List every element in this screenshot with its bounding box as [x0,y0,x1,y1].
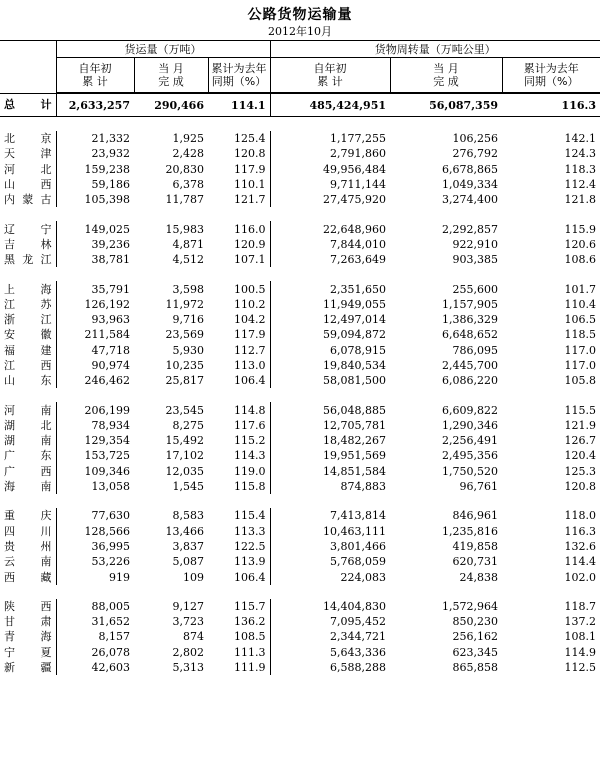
value-cell: 26,078 [56,645,134,660]
region-cell: 江西 [4,359,52,372]
value-cell: 113.3 [234,524,266,538]
value-cell: 114.3 [234,449,266,463]
table-row [0,177,600,192]
value-cell: 2,791,860 [270,146,390,161]
value-cell: 159,238 [56,162,134,177]
value-cell: 5,768,059 [270,554,390,569]
value-cell: 10,463,111 [270,524,390,539]
value-cell: 6,648,652 [442,328,498,342]
region-cell: 天津 [4,147,52,161]
value-cell: 5,313 [172,661,204,675]
value-cell: 132.6 [564,539,596,553]
value-cell: 136.2 [234,615,266,629]
value-cell: 1,925 [172,132,204,146]
value-cell: 121.8 [564,193,596,207]
spacer-cell [0,117,600,132]
region-cell: 甘肃 [4,615,52,629]
value-cell: 120.6 [564,237,596,251]
value-cell: 59,094,872 [270,327,390,342]
value-cell: 1,157,905 [442,297,498,311]
table-row [0,343,600,358]
value-cell: 13,466 [165,524,204,538]
region-cell: 海南 [4,480,52,494]
col-header-ytd [270,58,390,94]
table-row [0,221,600,236]
value-cell: 105,398 [56,192,134,207]
region-cell: 云南 [4,555,52,569]
table-row [0,464,600,479]
freight-table [0,40,600,675]
region-cell: 宁夏 [4,645,52,659]
value-cell: 18,482,267 [270,433,390,448]
value-cell: 24,838 [459,570,498,584]
value-cell: 6,378 [172,178,204,192]
table-row [0,645,600,660]
value-cell: 620,731 [452,555,498,569]
table-row [0,146,600,161]
table-row [0,312,600,327]
value-cell: 211,584 [56,327,134,342]
value-cell: 116.3 [502,93,600,117]
table-row [0,554,600,569]
table-row [0,237,600,252]
region-cell: 安徽 [4,328,52,342]
value-cell: 106.4 [234,570,266,584]
value-cell: 115.5 [564,403,596,417]
value-cell: 623,345 [452,645,498,659]
value-cell: 110.1 [234,178,266,192]
value-cell: 3,274,400 [442,193,498,207]
value-cell: 142.1 [564,132,596,146]
region-cell: 辽宁 [4,222,52,236]
value-cell: 2,344,721 [270,629,390,644]
value-cell: 8,157 [56,629,134,644]
value-cell: 7,844,010 [270,237,390,252]
value-cell: 126.7 [564,434,596,448]
table-row [0,508,600,523]
col-header-text: 累计为去年 同期（%） [211,62,267,88]
value-cell: 850,230 [452,615,498,629]
col-header-yoy [502,58,600,94]
value-cell: 125.3 [564,464,596,478]
value-cell: 111.3 [234,645,266,659]
spacer-row [0,585,600,599]
value-cell: 27,475,920 [270,192,390,207]
value-cell: 865,858 [452,661,498,675]
value-cell: 7,095,452 [270,614,390,629]
value-cell: 117.0 [564,343,596,357]
value-cell: 2,802 [172,645,204,659]
table-row [0,433,600,448]
col-header-text: 累计为去年 同期（%） [523,62,579,88]
value-cell: 90,974 [56,358,134,373]
value-cell: 42,603 [56,660,134,675]
value-cell: 77,630 [56,508,134,523]
value-cell: 20,830 [165,162,204,176]
value-cell: 118.7 [564,599,596,613]
value-cell: 113.9 [234,555,266,569]
value-cell: 115.9 [564,222,596,236]
value-cell: 56,048,885 [270,402,390,417]
region-cell: 四川 [4,524,52,538]
value-cell: 23,545 [165,403,204,417]
value-cell: 874 [183,630,204,644]
value-cell: 10,235 [165,359,204,372]
region-cell: 黑龙江 [4,253,52,267]
value-cell: 118.0 [564,509,596,523]
region-cell: 广东 [4,449,52,463]
value-cell: 419,858 [452,539,498,553]
value-cell: 6,086,220 [442,374,498,388]
value-cell: 116.3 [564,524,596,538]
value-cell: 14,851,584 [270,464,390,479]
value-cell: 14,404,830 [270,599,390,614]
value-cell: 25,817 [165,374,204,388]
value-cell: 124.3 [564,147,596,161]
value-cell: 276,792 [452,147,498,161]
region-cell: 山东 [4,374,52,388]
value-cell: 149,025 [56,221,134,236]
value-cell: 137.2 [564,615,596,629]
region-cell: 河南 [4,403,52,417]
spacer-cell [0,494,600,508]
value-cell: 1,290,346 [442,418,498,432]
value-cell: 115.4 [234,509,266,523]
value-cell: 39,236 [56,237,134,252]
value-cell: 15,983 [165,222,204,236]
spacer-cell [0,267,600,281]
value-cell: 1,545 [172,480,204,494]
table-row [0,448,600,463]
value-cell: 120.4 [564,449,596,463]
value-cell: 9,716 [172,313,204,327]
value-cell: 78,934 [56,418,134,433]
value-cell: 108.5 [234,630,266,644]
value-cell: 108.1 [564,630,596,644]
table-row [0,192,600,207]
value-cell: 3,837 [172,539,204,553]
value-cell: 7,263,649 [270,252,390,267]
value-cell: 121.9 [564,418,596,432]
value-cell: 118.5 [564,328,596,342]
value-cell: 35,791 [56,281,134,296]
report-period: 2012年10月 [268,25,332,38]
value-cell: 6,078,915 [270,343,390,358]
value-cell: 19,840,534 [270,358,390,373]
value-cell: 153,725 [56,448,134,463]
value-cell: 122.5 [234,539,266,553]
region-cell: 河北 [4,162,52,176]
value-cell: 59,186 [56,177,134,192]
value-cell: 2,256,491 [442,434,498,448]
value-cell: 919 [56,569,134,584]
value-cell: 6,609,822 [442,403,498,417]
value-cell: 100.5 [234,282,266,296]
region-cell: 浙江 [4,313,52,327]
value-cell: 246,462 [56,373,134,388]
value-cell: 110.2 [234,297,266,311]
value-cell: 1,049,334 [442,178,498,192]
table-row [0,660,600,675]
table-row [0,402,600,417]
spacer-cell [0,207,600,221]
region-cell: 广西 [4,464,52,478]
value-cell: 109,346 [56,464,134,479]
region-cell: 上海 [4,282,52,296]
value-cell: 102.0 [564,570,596,584]
value-cell: 120.8 [234,147,266,161]
value-cell: 114.4 [564,555,596,569]
value-cell: 255,600 [452,282,498,296]
value-cell: 874,883 [270,479,390,494]
region-cell: 北京 [4,132,52,146]
value-cell: 112.7 [234,343,266,357]
value-cell: 121.7 [234,193,266,207]
table-header [0,41,600,94]
spacer-cell [0,585,600,599]
table-row [0,131,600,146]
value-cell: 4,512 [172,253,204,267]
value-cell: 47,718 [56,343,134,358]
value-cell: 3,723 [172,615,204,629]
value-cell: 5,643,336 [270,645,390,660]
region-cell: 内蒙古 [4,193,52,207]
value-cell: 224,083 [270,569,390,584]
table-row [0,281,600,296]
value-cell: 49,956,484 [270,162,390,177]
value-cell: 17,102 [165,449,204,463]
value-cell: 903,385 [452,253,498,267]
value-cell: 1,750,520 [442,464,498,478]
value-cell: 112.5 [564,661,596,675]
region-header [0,41,56,94]
value-cell: 115.7 [234,599,266,613]
col-header-text: 自年初 累 计 [313,62,347,88]
value-cell: 1,177,255 [270,131,390,146]
value-cell: 19,951,569 [270,448,390,463]
value-cell: 114.8 [234,403,266,417]
value-cell: 108.6 [564,253,596,267]
value-cell: 2,445,700 [442,359,498,372]
value-cell: 88,005 [56,599,134,614]
region-cell: 青海 [4,630,52,644]
table-row [0,327,600,342]
value-cell: 125.4 [234,132,266,146]
value-cell: 6,678,865 [442,162,498,176]
value-cell: 105.8 [564,374,596,388]
col-header-month [134,58,208,94]
value-cell: 206,199 [56,402,134,417]
value-cell: 113.0 [234,359,266,372]
region-cell: 江苏 [4,297,52,311]
total-row [0,93,600,117]
value-cell: 114.1 [208,93,270,117]
value-cell: 846,961 [452,509,498,523]
region-cell: 总计 [0,93,56,117]
spacer-row [0,267,600,281]
table-row [0,524,600,539]
value-cell: 116.0 [234,222,266,236]
value-cell: 114.9 [564,645,596,659]
value-cell: 12,497,014 [270,312,390,327]
value-cell: 111.9 [234,661,266,675]
region-cell: 重庆 [4,509,52,523]
value-cell: 5,930 [172,343,204,357]
value-cell: 53,226 [56,554,134,569]
value-cell: 9,127 [172,599,204,613]
value-cell: 117.9 [234,328,266,342]
col-header-text: 当 月 完 成 [433,62,459,88]
table-row [0,373,600,388]
report-title: 公路货物运输量 [247,7,353,23]
value-cell: 109 [183,570,204,584]
table-row [0,569,600,584]
value-cell: 290,466 [134,93,208,117]
value-cell: 115.2 [234,434,266,448]
freight-volume-header: 货运量（万吨） [56,41,270,58]
region-cell: 新疆 [4,661,52,675]
value-cell: 2,428 [172,147,204,161]
value-cell: 9,711,144 [270,177,390,192]
col-header-text: 当 月 完 成 [158,62,184,88]
region-cell: 山西 [4,178,52,192]
value-cell: 2,351,650 [270,281,390,296]
value-cell: 31,652 [56,614,134,629]
spacer-row [0,388,600,402]
value-cell: 107.1 [234,253,266,267]
value-cell: 112.4 [564,178,596,192]
value-cell: 3,801,466 [270,539,390,554]
table-row [0,418,600,433]
value-cell: 23,569 [165,328,204,342]
value-cell: 11,949,055 [270,297,390,312]
table-row [0,629,600,644]
value-cell: 5,087 [172,555,204,569]
value-cell: 6,588,288 [270,660,390,675]
value-cell: 126,192 [56,297,134,312]
value-cell: 115.8 [234,480,266,494]
region-cell: 吉林 [4,237,52,251]
table-row [0,162,600,177]
value-cell: 101.7 [564,282,596,296]
value-cell: 36,995 [56,539,134,554]
value-cell: 129,354 [56,433,134,448]
table-row [0,614,600,629]
value-cell: 118.3 [564,162,596,176]
spacer-row [0,207,600,221]
spacer-row [0,117,600,132]
value-cell: 117.6 [234,418,266,432]
spacer-row [0,494,600,508]
spacer-cell [0,388,600,402]
value-cell: 2,495,356 [442,449,498,463]
value-cell: 106.4 [234,374,266,388]
table-row [0,599,600,614]
value-cell: 117.0 [564,359,596,372]
value-cell: 96,761 [459,480,498,494]
table-body [0,93,600,675]
table-row [0,252,600,267]
value-cell: 93,963 [56,312,134,327]
value-cell: 2,633,257 [56,93,134,117]
value-cell: 106.5 [564,313,596,327]
value-cell: 56,087,359 [390,93,502,117]
value-cell: 13,058 [56,479,134,494]
region-cell: 西藏 [4,570,52,584]
table-row [0,358,600,373]
table-row [0,297,600,312]
region-cell: 陕西 [4,599,52,613]
value-cell: 1,386,329 [442,313,498,327]
col-header-text: 自年初 累 计 [78,62,112,88]
value-cell: 4,871 [172,237,204,251]
value-cell: 11,972 [165,297,204,311]
value-cell: 128,566 [56,524,134,539]
region-cell: 湖南 [4,434,52,448]
value-cell: 786,095 [452,343,498,357]
value-cell: 21,332 [56,131,134,146]
freight-turnover-header: 货物周转量（万吨公里） [270,41,600,58]
value-cell: 1,235,816 [442,524,498,538]
value-cell: 12,035 [165,464,204,478]
value-cell: 120.8 [564,480,596,494]
table-row [0,479,600,494]
col-header-yoy [208,58,270,94]
value-cell: 38,781 [56,252,134,267]
region-cell: 贵州 [4,539,52,553]
col-header-month [390,58,502,94]
value-cell: 110.4 [564,297,596,311]
value-cell: 8,583 [172,509,204,523]
table-row [0,539,600,554]
value-cell: 12,705,781 [270,418,390,433]
value-cell: 922,910 [452,237,498,251]
value-cell: 3,598 [172,282,204,296]
value-cell: 104.2 [234,313,266,327]
value-cell: 120.9 [234,237,266,251]
region-cell: 福建 [4,343,52,357]
value-cell: 106,256 [452,132,498,146]
value-cell: 485,424,951 [270,93,390,117]
region-cell: 湖北 [4,418,52,432]
value-cell: 8,275 [172,418,204,432]
value-cell: 15,492 [165,434,204,448]
value-cell: 7,413,814 [270,508,390,523]
col-header-ytd [56,58,134,94]
value-cell: 2,292,857 [442,222,498,236]
value-cell: 117.9 [234,162,266,176]
value-cell: 119.0 [234,464,266,478]
value-cell: 1,572,964 [442,599,498,613]
value-cell: 22,648,960 [270,221,390,236]
value-cell: 256,162 [452,630,498,644]
value-cell: 23,932 [56,146,134,161]
value-cell: 58,081,500 [270,373,390,388]
value-cell: 11,787 [165,193,204,207]
